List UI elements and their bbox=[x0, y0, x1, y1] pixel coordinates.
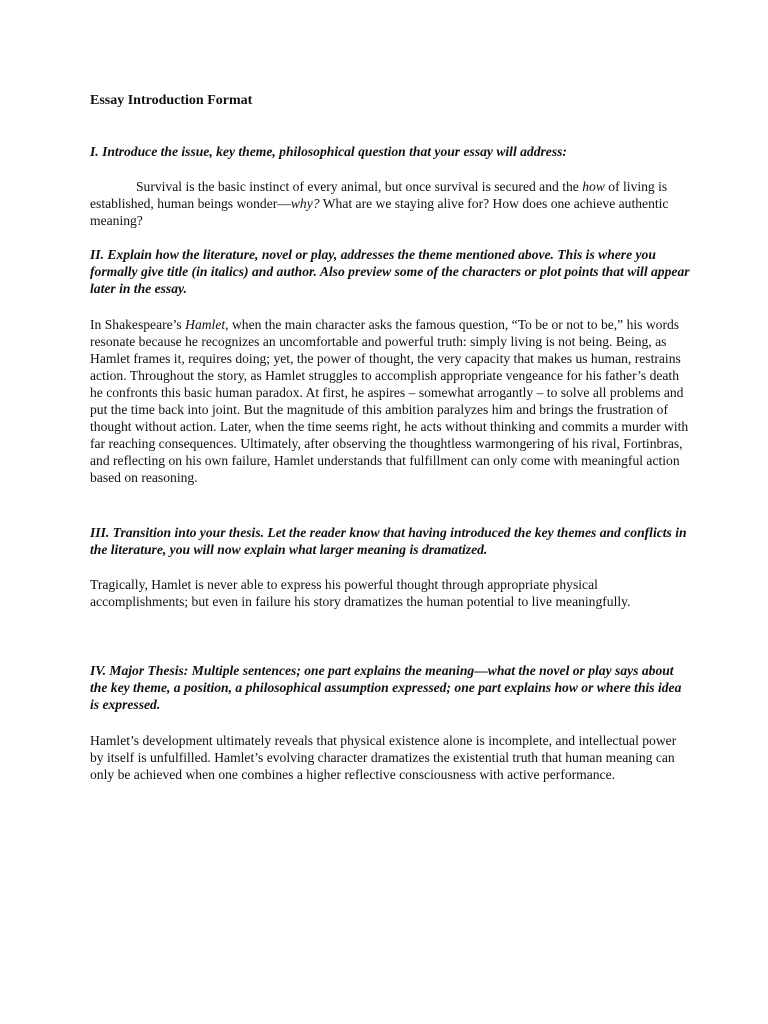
section-1-text-b: of living is established, human beings wonder— bbox=[90, 179, 668, 211]
section-1-emphasis-how: how bbox=[582, 179, 605, 194]
section-2-text-b: , when the main character asks the famous question, “To be or not to be,” his words resonate because he recognizes an uncomfortable and powerful truth: simply living is not being. Being, as Hamlet frames it, requires doing; yet, the power of thought, the very capacity that makes us human, restrains action. Throughout the story, as Hamlet struggles to accomplish appropriate vengeance for his father’s death he confronts this basic human paradox. At first, he aspires – somewhat arrogantly – to solve all problems and put the time back into joint. But the magnitude of this ambition paralyzes him and brings the frustration of thought without action. Later, when the time seems right, he acts without thinking and commits a murder with far reaching consequences. Ultimately, after observing the thoughtless warmongering of his rival, Fortinbras, and reflecting on his own failure, Hamlet understands that fulfillment can only come with meaningful action based on reasoning. bbox=[90, 317, 689, 485]
section-1-paragraph bbox=[90, 178, 690, 229]
section-2-text-a: In Shakespeare’s bbox=[90, 317, 186, 332]
section-1-text-a: Survival is the basic instinct of every animal, but once survival is secured and the bbox=[136, 179, 583, 194]
section-1-text-c: What are we staying alive for? How does one achieve authentic meaning? bbox=[90, 196, 669, 228]
section-3-heading: III. Transition into your thesis. Let the reader know that having introduced the key themes and conflicts in the literature, you will now explain what larger meaning is dramatized. bbox=[90, 525, 687, 557]
section-4-paragraph: Hamlet’s development ultimately reveals that physical existence alone is incomplete, and intellectual power by itself is unfulfilled. Hamlet’s evolving character dramatizes the existential truth that human meaning can only be achieved when one combines a higher reflective consciousness with active performance. bbox=[90, 733, 677, 782]
section-2-title-italic: Hamlet bbox=[185, 317, 226, 332]
section-2-paragraph bbox=[90, 316, 690, 486]
document-title: Essay Introduction Format bbox=[90, 93, 253, 108]
section-3-paragraph: Tragically, Hamlet is never able to express his powerful thought through appropriate physical accomplishments; but even in failure his story dramatizes the human potential to live meaningfully. bbox=[90, 577, 631, 609]
section-2-heading: II. Explain how the literature, novel or play, addresses the theme mentioned above. This is where you formally give title (in italics) and author. Also preview some of the characters or plot points that will appear later in the essay. bbox=[90, 247, 690, 296]
section-1-heading: I. Introduce the issue, key theme, philosophical question that your essay will address: bbox=[90, 144, 567, 159]
section-1-emphasis-why: why? bbox=[290, 196, 320, 211]
section-4-heading: IV. Major Thesis: Multiple sentences; one part explains the meaning—what the novel or play says about the key theme, a position, a philosophical assumption expressed; one part explains how or where this idea is expressed. bbox=[90, 663, 682, 712]
